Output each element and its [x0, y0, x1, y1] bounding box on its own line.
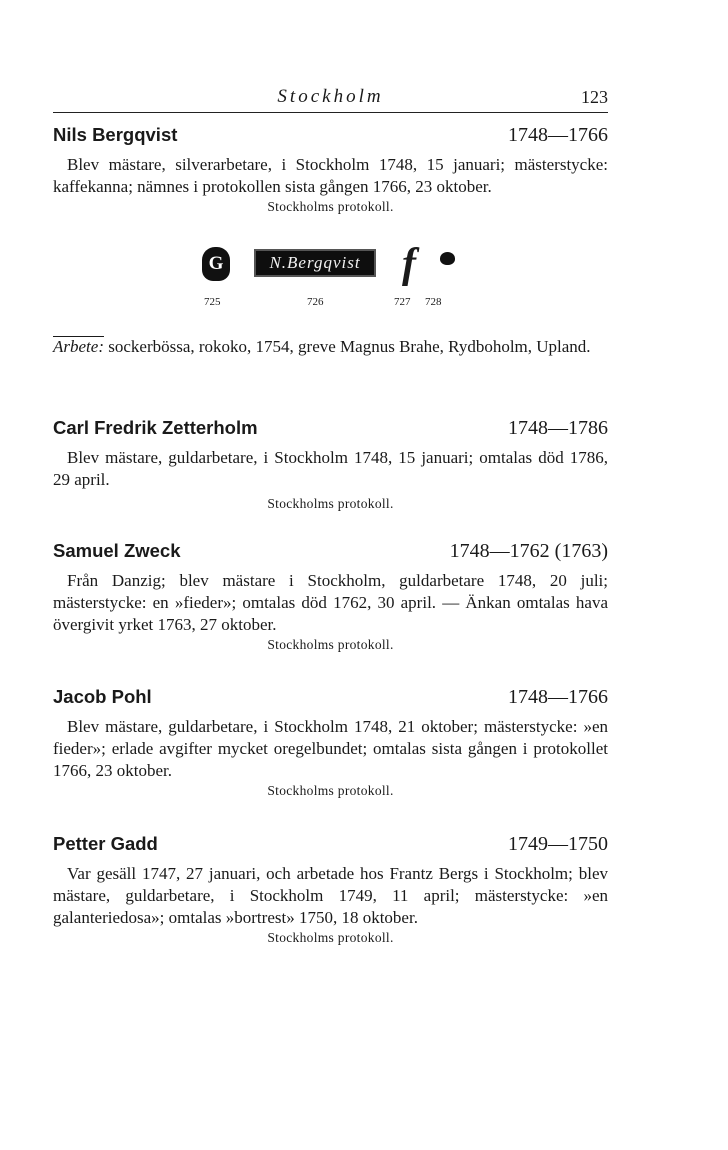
page-header [53, 86, 608, 112]
entry-source: Stockholms protokoll. [267, 199, 394, 214]
entry-text: Var gesäll 1747, 27 januari, och arbetade hos Frantz Bergs i Stockholm; blev mästare, guldarbetare, i Stockholm 1749, 11 april; mästerstycke: »en galanteriedosa»; omtalas »bortrest» 1750, 18 oktober. [53, 864, 608, 927]
work-label: Arbete: [53, 337, 104, 356]
active-years: 1748—1762 (1763) [449, 540, 608, 562]
work-note [53, 336, 608, 358]
entry-heading [53, 124, 608, 154]
entry-jacob-pohl [53, 686, 608, 799]
hallmark-number: 727 [394, 296, 411, 308]
entry-text: Blev mästare, guldarbetare, i Stockholm 1748, 15 januari; omtalas död 1786, 29 april. [53, 448, 608, 489]
hallmark-number: 728 [425, 296, 442, 308]
goldsmith-name: Petter Gadd [53, 833, 158, 854]
entry-source: Stockholms protokoll. [267, 637, 394, 652]
header-rule [53, 112, 608, 113]
hallmarks-row [53, 240, 608, 310]
goldsmith-name: Nils Bergqvist [53, 124, 178, 145]
entry-source: Stockholms protokoll. [267, 783, 394, 798]
active-years: 1748—1766 [508, 124, 608, 146]
active-years: 1748—1786 [508, 417, 608, 439]
entry-petter-gadd [53, 833, 608, 946]
active-years: 1749—1750 [508, 833, 608, 855]
hallmark-728-image [440, 252, 455, 265]
hallmark-727-image: f [402, 241, 416, 287]
entry-text: Från Danzig; blev mästare i Stockholm, guldarbetare 1748, 20 juli; mästerstycke: en »fieder»; omtalas död 1762, 30 april. — Änkan omtalas hava övergivit yrket 1763, 27 oktober. [53, 571, 608, 634]
entry-heading [53, 417, 608, 447]
entry-carl-fredrik-zetterholm [53, 417, 608, 512]
entry-heading [53, 833, 608, 863]
work-text: sockerbössa, rokoko, 1754, greve Magnus Brahe, Rydboholm, Upland. [103, 337, 591, 356]
entry-text: Blev mästare, silverarbetare, i Stockholm 1748, 15 januari; mästerstycke: kaffekanna; nämnes i protokollen sista gången 1766, 23 oktober. [53, 155, 608, 196]
hallmark-725-image: G [202, 247, 230, 281]
entry-text: Blev mästare, guldarbetare, i Stockholm 1748, 21 oktober; mästerstycke: »en fieder»; erlade avgifter mycket oregelbundet; omtalas sista gången i protokollet 1766, 23 oktober. [53, 717, 608, 780]
active-years: 1748—1766 [508, 686, 608, 708]
entry-nils-bergqvist [53, 124, 608, 215]
page-number: 123 [581, 87, 608, 107]
hallmark-number: 726 [307, 296, 324, 308]
entry-samuel-zweck [53, 540, 608, 653]
entry-heading [53, 540, 608, 570]
hallmark-726-image: N.Bergqvist [254, 249, 376, 277]
goldsmith-name: Jacob Pohl [53, 686, 152, 707]
goldsmith-name: Samuel Zweck [53, 540, 181, 561]
hallmark-number: 725 [204, 296, 221, 308]
entry-source: Stockholms protokoll. [267, 496, 394, 511]
entry-source: Stockholms protokoll. [267, 930, 394, 945]
goldsmith-name: Carl Fredrik Zetterholm [53, 417, 258, 438]
entry-heading [53, 686, 608, 716]
running-title: Stockholm [277, 86, 384, 107]
